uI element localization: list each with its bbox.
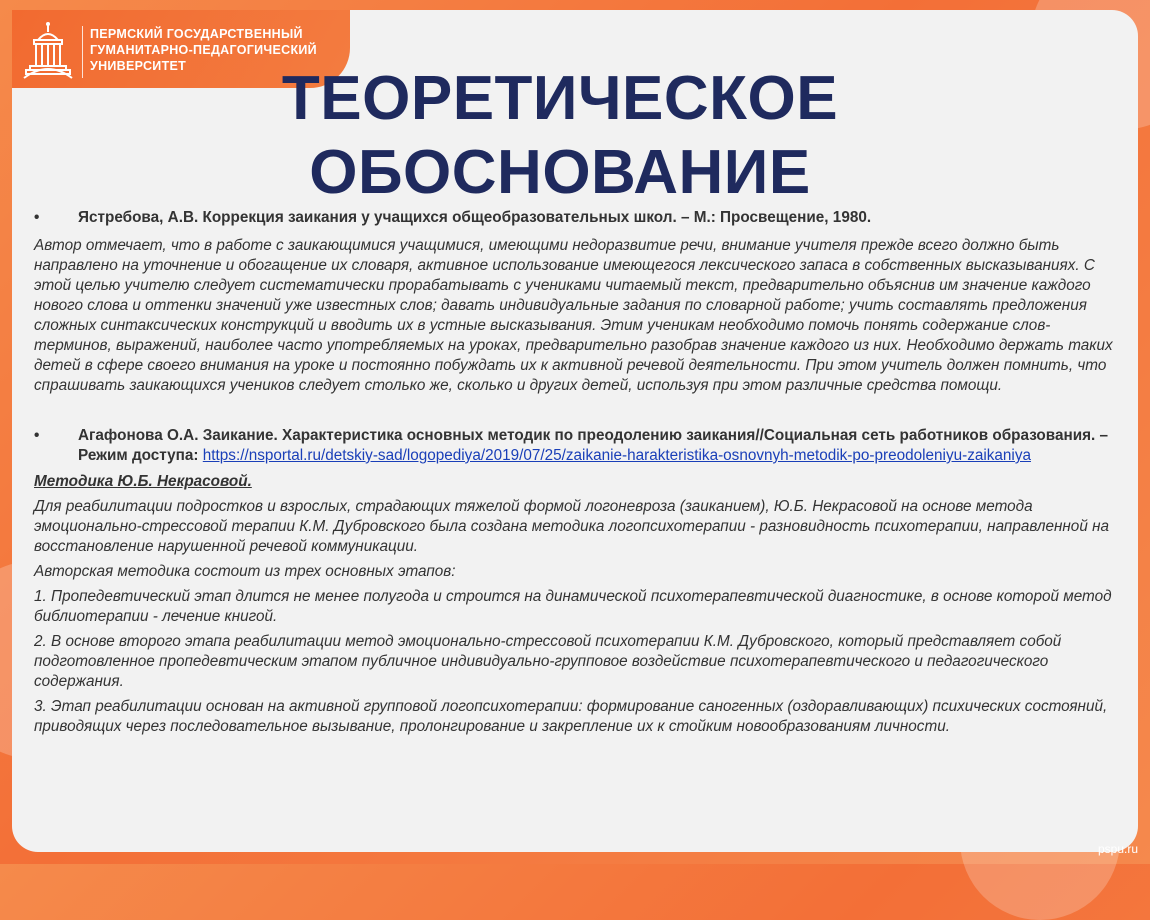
reference-bullet (34, 208, 1124, 228)
reference-link[interactable]: https://nsportal.ru/detskiy-sad/logopediya/2019/07/25/zaikanie-harakteristika-osnovnyh-metodik-po-preodoleniyu-zaikaniya (202, 447, 1031, 464)
slide-title-line: ОБОСНОВАНИЕ (309, 138, 811, 207)
summary-paragraph: Автор отмечает, что в работе с заикающимися учащимися, имеющими недоразвитие речи, внимание учителя прежде всего должно быть направлено на уточнение и обогащение их словаря, активное использование имеющегося лексического запаса в собственных высказываниях. С этой целью учителю следует систематически прорабатывать с учениками читаемый текст, предварительно объяснив им значение каждого нового слова и оттенки значений уже известных слов; давать индивидуальные задания по словарной работе; учить составлять предложения сложных синтаксических конструкций и вводить их в устные высказывания. Этим ученикам необходимо помочь понять содержание слов-терминов, выражений, наиболее часто употребляемых на уроках, предварительно разобрав значение каждого из них. Необходимо держать таких детей в сфере своего внимания на уроке и постоянно побуждать их к активной речевой деятельности. При этом учитель должен помнить, что спрашивать заикающихся учеников следует столько же, сколько и других детей, используя при этом различные средства помощи. (34, 237, 1113, 394)
method-paragraph: Авторская методика состоит из трех основных этапов: (34, 563, 456, 580)
method-heading: Методика Ю.Б. Некрасовой. (34, 473, 252, 490)
reference-bullet (34, 426, 1124, 466)
university-name-line: ПЕРМСКИЙ ГОСУДАРСТВЕННЫЙ (90, 27, 303, 41)
footer-site: pspu.ru (1097, 842, 1138, 856)
slide-title-line: ТЕОРЕТИЧЕСКОЕ (281, 64, 839, 133)
bullet-marker: • (34, 427, 40, 444)
method-paragraph: 2. В основе второго этапа реабилитации метод эмоционально-стрессовой психотерапии К.М. Дубровского, который представляет собой подготовленное пропедевтическим этапом публичное индивидуально-групповое воздействие психотерапевтического и педагогического содержания. (34, 633, 1062, 690)
slide-title (230, 62, 890, 210)
slide-content (34, 208, 1124, 737)
method-paragraph: 3. Этап реабилитации основан на активной групповой логопсихотерапии: формирование саногенных (оздоравливающих) психических состояний, приводящих через последовательное вызывание, пролонгирование и закрепление их к стойким новообразованиям личности. (34, 698, 1108, 735)
method-paragraph: Для реабилитации подростков и взрослых, страдающих тяжелой формой логоневроза (заиканием), Ю.Б. Некрасовой на основе метода эмоционально-стрессовой терапии К.М. Дубровского была создана методика логопсихотерапии - разновидность психотерапии, направленной на восстановление нарушенной речевой коммуникации. (34, 498, 1110, 555)
reference-text: Ястребова, А.В. Коррекция заикания у учащихся общеобразовательных школ. – М.: Просвещение, 1980. (78, 209, 872, 226)
university-name-line: УНИВЕРСИТЕТ (90, 59, 187, 73)
bullet-marker: • (34, 209, 40, 226)
logo-divider (82, 26, 83, 78)
university-logo-icon (20, 20, 76, 82)
method-paragraph: 1. Пропедевтический этап длится не менее полугода и строится на динамической психотерапевтической диагностике, в основе которой метод библиотерапии - лечение книгой. (34, 588, 1112, 625)
university-name-line: ГУМАНИТАРНО-ПЕДАГОГИЧЕСКИЙ (90, 43, 317, 57)
reference-text: Агафонова О.А. Заикание. Характеристика основных методик по преодолению заикания//Социальная сеть работников образования. – Режим доступа: (78, 427, 1109, 464)
